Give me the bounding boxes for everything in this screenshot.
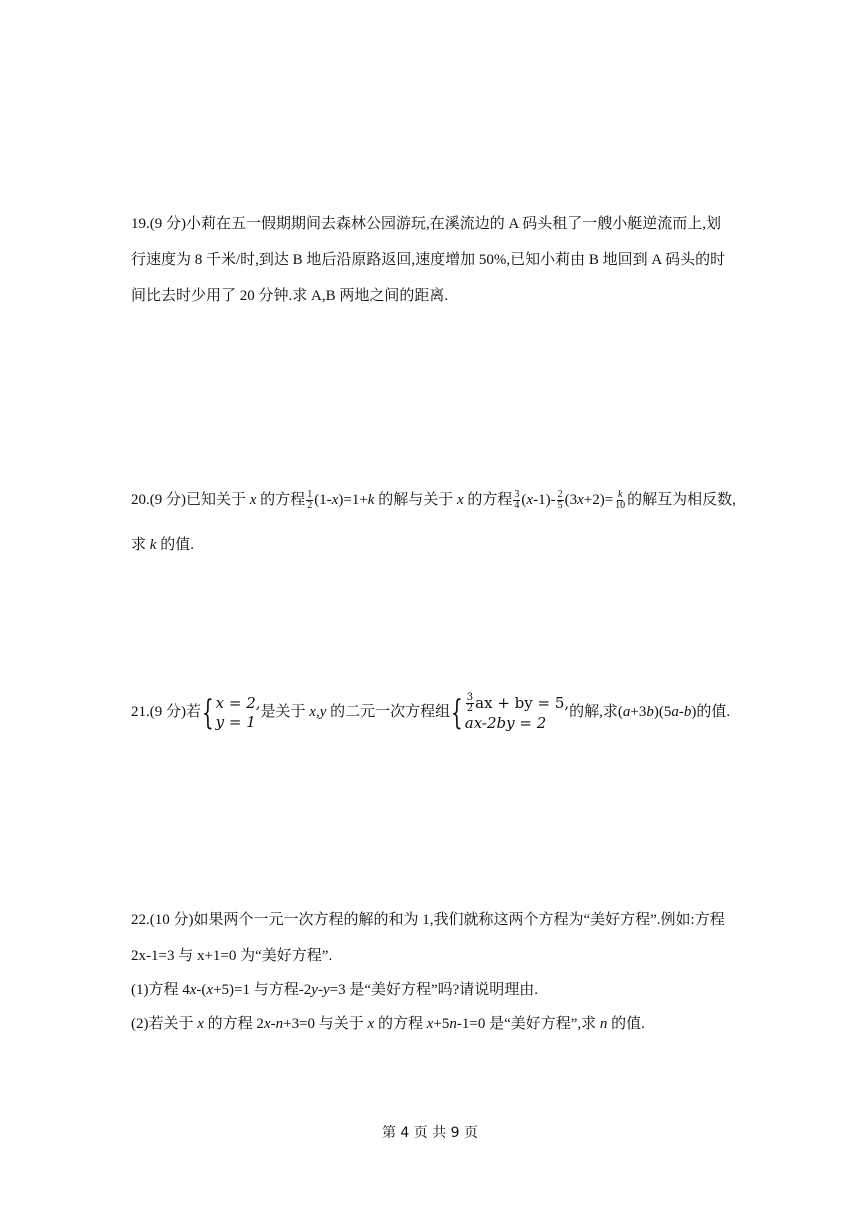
- eq2-a: (: [521, 492, 527, 508]
- frac-den: 2: [466, 702, 474, 714]
- eq2-b: -1)-: [533, 492, 556, 508]
- var-x: x: [577, 492, 584, 508]
- var-x: x: [367, 1016, 375, 1032]
- var-a: a: [622, 704, 631, 720]
- q20-text-b: 的解与关于: [374, 492, 457, 508]
- frac-num: 3: [466, 691, 474, 703]
- q21-text-a: 是关于: [260, 704, 310, 720]
- equation-system: [465, 693, 569, 733]
- system-row-text: ax + by = 5,: [475, 693, 570, 712]
- var-x: x: [526, 492, 534, 508]
- frac-num: k: [617, 489, 623, 501]
- var-y: y: [322, 982, 330, 998]
- q22-line-1: 22.(10 分)如果两个一元一次方程的解的和为 1,我们就称这两个方程为“美好方程”.例如:方程: [131, 912, 725, 928]
- var-y: y: [311, 982, 318, 998]
- fraction-3-2: [466, 693, 474, 714]
- q20-prefix: 20.(9 分)已知关于: [131, 492, 250, 508]
- var-n: n: [599, 1016, 608, 1032]
- p2-b: 的方程 2: [203, 1016, 264, 1032]
- fraction-3-4: [513, 490, 520, 511]
- p1-c: +5)=1 与方程-2: [213, 982, 312, 998]
- var-k: k: [149, 537, 157, 553]
- frac-den: 2: [307, 500, 313, 512]
- var-k: k: [367, 492, 375, 508]
- var-x: x: [331, 492, 339, 508]
- fraction-1-2: [306, 490, 313, 511]
- p2-c: -: [270, 1016, 276, 1032]
- frac-num: 1: [307, 489, 313, 501]
- p2-h: 的值.: [607, 1016, 645, 1032]
- p2-a: (2)若关于: [131, 1016, 198, 1032]
- var-n: n: [275, 1016, 284, 1032]
- var-x: x: [263, 1016, 271, 1032]
- fraction-2-5: [557, 490, 564, 511]
- p2-f: +5: [433, 1016, 450, 1032]
- q20-text-c: 的方程: [463, 492, 513, 508]
- frac-num: 3: [514, 489, 520, 501]
- eq1-b: )=1+: [338, 492, 368, 508]
- var-a: a: [671, 704, 679, 720]
- left-brace: {: [451, 692, 463, 733]
- eq1-a: (1-: [314, 492, 332, 508]
- q21-line: [131, 692, 730, 733]
- frac-den: 4: [514, 500, 520, 512]
- q20-line2-a: 求: [131, 537, 150, 553]
- var-b: b: [646, 704, 654, 720]
- p1-d: -: [317, 982, 323, 998]
- q20-line2-b: 的值.: [156, 537, 194, 553]
- q20-line-1: [131, 490, 736, 511]
- q21-text-b: 的二元一次方程组: [326, 704, 451, 720]
- frac-den: 5: [557, 500, 563, 512]
- var-n: n: [449, 1016, 457, 1032]
- p2-d: +3=0 与关于: [283, 1016, 368, 1032]
- p1-a: (1)方程 4: [131, 982, 190, 998]
- q19-line-1: 19.(9 分)小莉在五一假期期间去森林公园游玩,在溪流边的 A 码头租了一艘小艇逆流而上,划: [131, 216, 721, 232]
- fraction-k-10: [614, 490, 626, 511]
- var-x: x: [197, 1016, 204, 1032]
- p2-g: -1=0 是“美好方程”,求: [456, 1016, 600, 1032]
- q22-part-1: [131, 980, 538, 1000]
- var-x: x: [426, 1016, 434, 1032]
- var-b: b: [683, 704, 692, 720]
- expr-part: +3: [630, 704, 647, 720]
- p2-e: 的方程: [374, 1016, 427, 1032]
- left-brace: {: [201, 692, 214, 733]
- var-x: x: [456, 492, 464, 508]
- var-x: x: [189, 982, 197, 998]
- p1-b: -(: [196, 982, 207, 998]
- expr-part: )(5: [653, 704, 672, 720]
- q19-line-3: 间比去时少用了 20 分钟.求 A,B 两地之间的距离.: [131, 288, 449, 304]
- q20-text-a: 的方程: [256, 492, 306, 508]
- system-row: ax-2by = 2: [464, 713, 547, 732]
- solution-system: [216, 694, 261, 732]
- q22-line-2: 2x-1=3 与 x+1=0 为“美好方程”.: [131, 948, 333, 964]
- system-row: x = 2,: [215, 693, 261, 712]
- expr-part: )的值.: [691, 704, 731, 720]
- var-x: x: [249, 492, 257, 508]
- system-row: [465, 693, 569, 714]
- q21-text-c: 的解,求(: [569, 704, 623, 720]
- frac-den: 10: [615, 500, 626, 512]
- p1-e: =3 是“美好方程”吗?请说明理由.: [329, 982, 539, 998]
- expr-part: -: [678, 704, 684, 720]
- system-row: y = 1: [215, 712, 256, 731]
- page-number-footer: 第 4 页 共 9 页: [381, 1125, 479, 1141]
- eq2-d: +2)=: [583, 492, 614, 508]
- q20-line-2: [131, 535, 194, 555]
- q22-part-2: [131, 1014, 645, 1034]
- frac-num: 2: [557, 489, 563, 501]
- q19-line-2: 行速度为 8 千米/时,到达 B 地后沿原路返回,速度增加 50%,已知小莉由 B 地回到 A 码头的时: [131, 252, 726, 268]
- q21-prefix: 21.(9 分)若: [131, 704, 201, 720]
- q20-text-d: 的解互为相反数,: [627, 492, 736, 508]
- eq2-c: (3: [564, 492, 578, 508]
- var-x: x: [206, 982, 214, 998]
- vars-xy: x,y: [309, 704, 327, 720]
